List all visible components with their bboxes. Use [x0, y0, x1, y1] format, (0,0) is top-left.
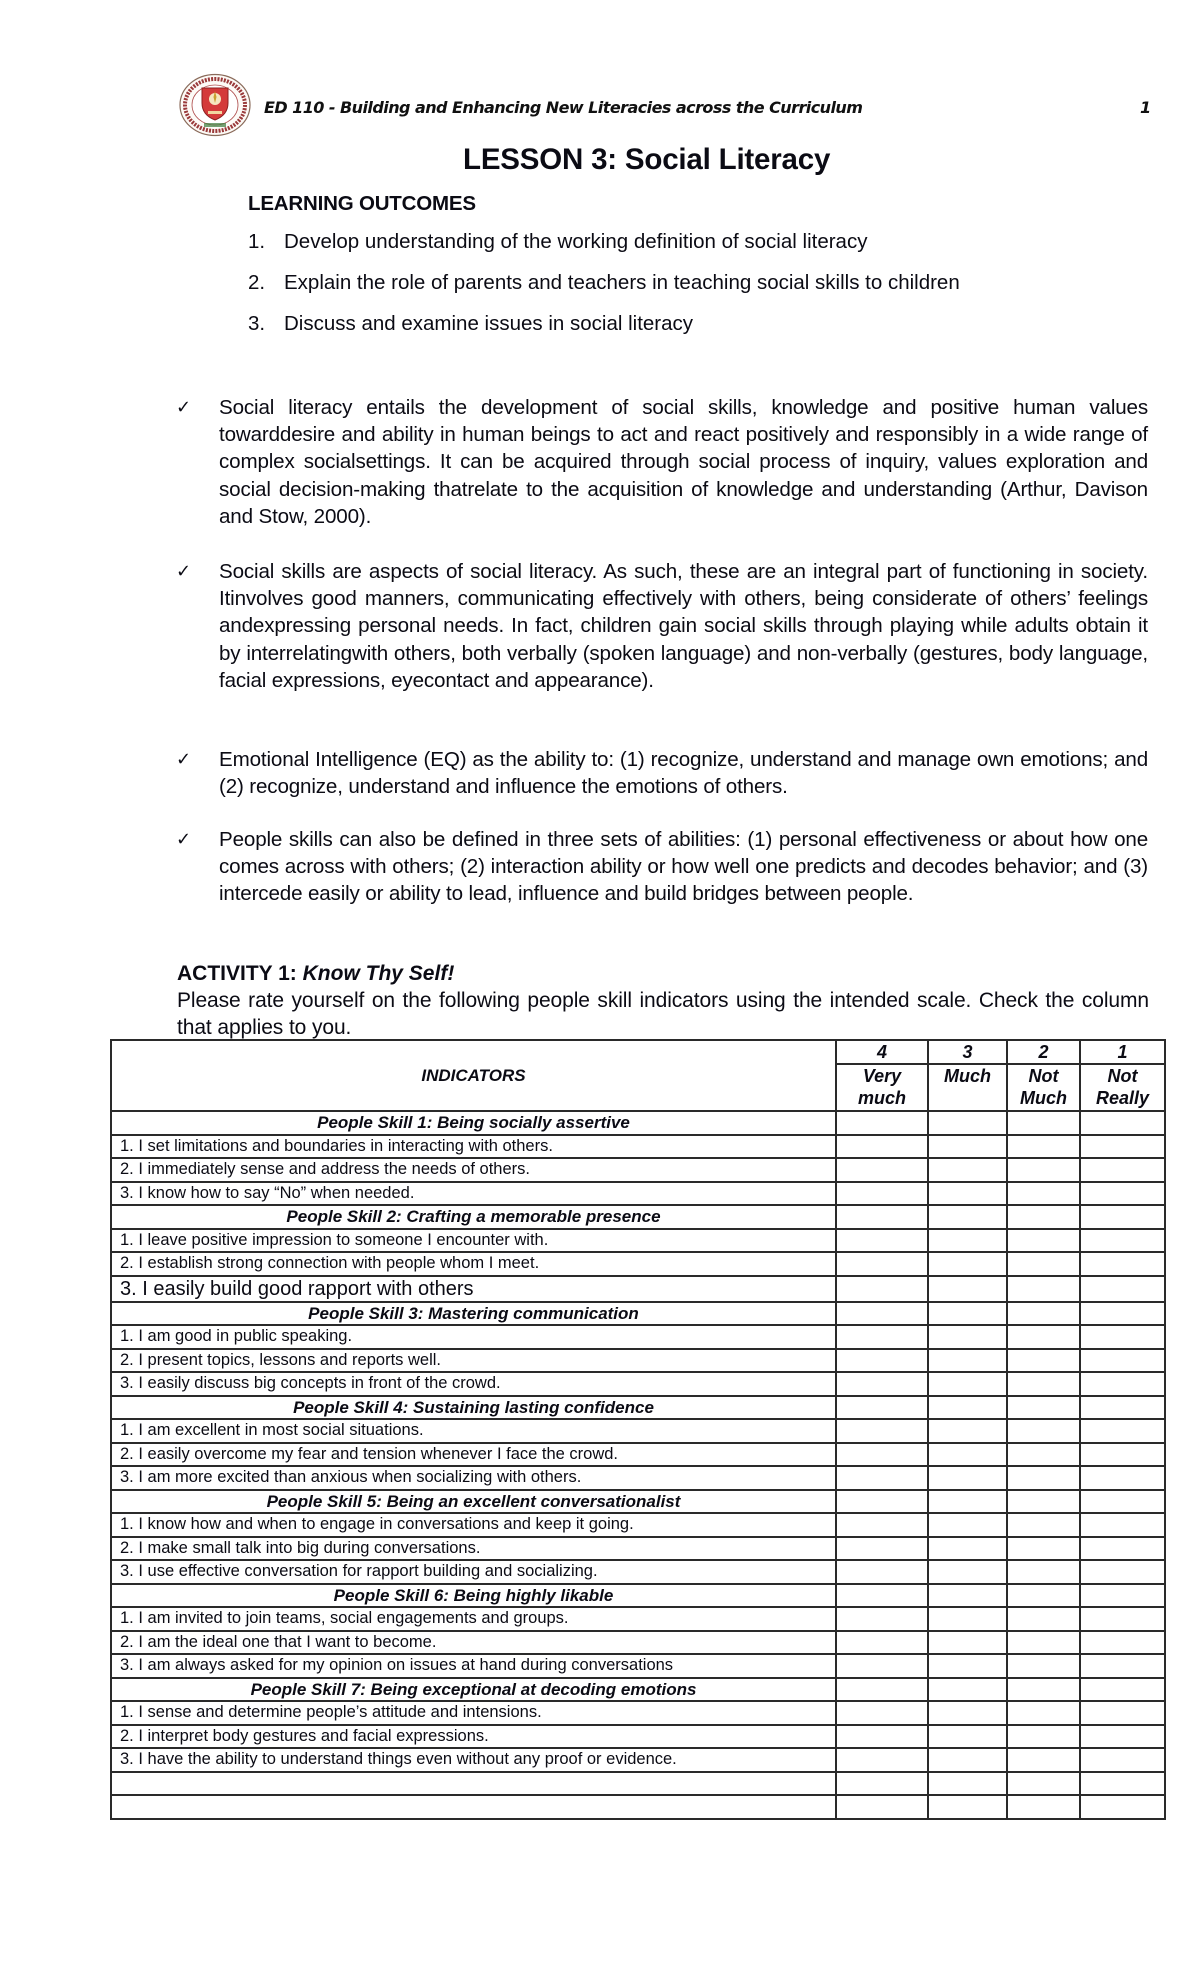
indicator-text: 1. I am good in public speaking. [111, 1325, 836, 1349]
rating-cell [1007, 1302, 1080, 1326]
rating-checkbox-4[interactable] [836, 1252, 928, 1276]
rating-checkbox-1[interactable] [1080, 1607, 1165, 1631]
indicator-text: 2. I interpret body gestures and facial expressions. [111, 1725, 836, 1749]
outcome-number: 2. [248, 271, 266, 294]
rating-checkbox-2[interactable] [1007, 1443, 1080, 1467]
rating-checkbox-4[interactable] [836, 1419, 928, 1443]
rating-checkbox-4[interactable] [836, 1513, 928, 1537]
indicator-text: 2. I make small talk into big during conversations. [111, 1537, 836, 1561]
rating-checkbox-2[interactable] [1007, 1701, 1080, 1725]
activity-title [177, 960, 1149, 987]
rating-checkbox-2[interactable] [1007, 1252, 1080, 1276]
rating-cell [1080, 1490, 1165, 1514]
rating-checkbox-2[interactable] [1007, 1654, 1080, 1678]
seal-icon [178, 73, 252, 137]
rating-cell [928, 1678, 1007, 1702]
rating-cell [928, 1205, 1007, 1229]
indicator-text: 2. I establish strong connection with people whom I meet. [111, 1252, 836, 1276]
rating-cell [928, 1584, 1007, 1608]
rating-checkbox-4[interactable] [836, 1748, 928, 1772]
skill-header-row [111, 1302, 1165, 1326]
checkmark-icon: ✓ [176, 397, 192, 418]
rating-checkbox-3[interactable] [928, 1607, 1007, 1631]
rating-checkbox-3[interactable] [928, 1419, 1007, 1443]
rating-cell [1007, 1772, 1080, 1796]
rating-cell [1080, 1584, 1165, 1608]
outcome-item [248, 271, 960, 312]
rating-checkbox-1[interactable] [1080, 1513, 1165, 1537]
rating-checkbox-3[interactable] [928, 1443, 1007, 1467]
rating-checkbox-2[interactable] [1007, 1466, 1080, 1490]
indicator-row [111, 1654, 1165, 1678]
indicator-text: 3. I know how to say “No” when needed. [111, 1182, 836, 1206]
rating-checkbox-4[interactable] [836, 1443, 928, 1467]
rating-checkbox-1[interactable] [1080, 1158, 1165, 1182]
rating-cell [1007, 1795, 1080, 1819]
rating-checkbox-1[interactable] [1080, 1325, 1165, 1349]
rating-checkbox-3[interactable] [928, 1560, 1007, 1584]
indicator-text: 2. I immediately sense and address the needs of others. [111, 1158, 836, 1182]
skill-header-row [111, 1584, 1165, 1608]
rating-checkbox-2[interactable] [1007, 1537, 1080, 1561]
rating-cell [1007, 1584, 1080, 1608]
rating-cell [836, 1111, 928, 1135]
bullet-emotional-intelligence [176, 746, 1148, 800]
skill-title: People Skill 3: Mastering communication [111, 1302, 836, 1326]
checkmark-icon: ✓ [176, 749, 192, 770]
bullet-social-skills [176, 558, 1148, 694]
rating-checkbox-4[interactable] [836, 1135, 928, 1159]
rating-checkbox-1[interactable] [1080, 1466, 1165, 1490]
rating-checkbox-3[interactable] [928, 1372, 1007, 1396]
rating-checkbox-3[interactable] [928, 1182, 1007, 1206]
skill-title: People Skill 4: Sustaining lasting confidence [111, 1396, 836, 1420]
outcome-number: 3. [248, 312, 266, 335]
rating-checkbox-1[interactable] [1080, 1631, 1165, 1655]
university-logo [178, 73, 252, 137]
rating-checkbox-1[interactable] [1080, 1701, 1165, 1725]
rating-cell [1080, 1396, 1165, 1420]
scale-value-4: 4 [836, 1040, 928, 1064]
rating-cell [1080, 1302, 1165, 1326]
indicator-row [111, 1443, 1165, 1467]
rating-cell [836, 1584, 928, 1608]
rating-checkbox-1[interactable] [1080, 1252, 1165, 1276]
rating-checkbox-3[interactable] [928, 1537, 1007, 1561]
rating-table-body [111, 1111, 1165, 1819]
indicator-row [111, 1631, 1165, 1655]
bullet-text: People skills can also be defined in three sets of abilities: (1) personal effectiveness or about how one comes across with others; (2) interaction ability or how well one predicts and decodes behavior; and (3) intercede easily or ability to lead, influence and build bridges between people. [219, 828, 1148, 906]
rating-checkbox-3[interactable] [928, 1701, 1007, 1725]
scale-value-3: 3 [928, 1040, 1007, 1064]
skill-title: People Skill 5: Being an excellent conversationalist [111, 1490, 836, 1514]
indicator-text: 1. I know how and when to engage in conversations and keep it going. [111, 1513, 836, 1537]
skill-header-row [111, 1205, 1165, 1229]
rating-checkbox-2[interactable] [1007, 1135, 1080, 1159]
rating-checkbox-4[interactable] [836, 1560, 928, 1584]
blank-row [111, 1795, 1165, 1819]
rating-checkbox-1[interactable] [1080, 1560, 1165, 1584]
rating-checkbox-2[interactable] [1007, 1276, 1080, 1302]
rating-checkbox-4[interactable] [836, 1654, 928, 1678]
indicator-row [111, 1158, 1165, 1182]
indicator-row [111, 1276, 1165, 1302]
learning-outcomes-list [248, 230, 960, 353]
indicator-text: 3. I have the ability to understand things even without any proof or evidence. [111, 1748, 836, 1772]
scale-label-much: Much [928, 1064, 1007, 1111]
rating-checkbox-2[interactable] [1007, 1349, 1080, 1373]
indicator-row [111, 1325, 1165, 1349]
rating-cell [1007, 1205, 1080, 1229]
rating-checkbox-3[interactable] [928, 1654, 1007, 1678]
rating-cell [1007, 1678, 1080, 1702]
skill-title: People Skill 2: Crafting a memorable presence [111, 1205, 836, 1229]
rating-checkbox-1[interactable] [1080, 1182, 1165, 1206]
indicator-row [111, 1748, 1165, 1772]
indicator-text: 2. I easily overcome my fear and tension whenever I face the crowd. [111, 1443, 836, 1467]
activity-instructions: Please rate yourself on the following people skill indicators using the intended scale. Check the column that applies to you. [177, 989, 1149, 1039]
rating-cell [928, 1490, 1007, 1514]
rating-checkbox-1[interactable] [1080, 1725, 1165, 1749]
rating-cell [928, 1396, 1007, 1420]
rating-checkbox-4[interactable] [836, 1349, 928, 1373]
rating-checkbox-1[interactable] [1080, 1372, 1165, 1396]
rating-checkbox-4[interactable] [836, 1229, 928, 1253]
rating-cell [928, 1111, 1007, 1135]
skill-header-row [111, 1678, 1165, 1702]
rating-checkbox-2[interactable] [1007, 1229, 1080, 1253]
checkmark-icon: ✓ [176, 561, 192, 582]
rating-cell [928, 1795, 1007, 1819]
rating-cell [836, 1302, 928, 1326]
bullet-text: Social literacy entails the development of social skills, knowledge and positive human values towarddesire and ability in human beings to act and react positively and responsibly in a wide range of complex socialsettings. It can be acquired through social process of inquiry, values exploration and social decision-making thatrelate to the acquisition of knowledge and understanding (Arthur, Davison and Stow, 2000). [219, 396, 1148, 528]
indicator-text: 3. I am always asked for my opinion on issues at hand during conversations [111, 1654, 836, 1678]
rating-checkbox-3[interactable] [928, 1748, 1007, 1772]
rating-checkbox-1[interactable] [1080, 1443, 1165, 1467]
rating-checkbox-1[interactable] [1080, 1349, 1165, 1373]
rating-cell [1080, 1678, 1165, 1702]
rating-checkbox-4[interactable] [836, 1725, 928, 1749]
skill-title: People Skill 7: Being exceptional at decoding emotions [111, 1678, 836, 1702]
indicator-text: 3. I easily discuss big concepts in front of the crowd. [111, 1372, 836, 1396]
page-number: 1 [1140, 98, 1152, 117]
rating-checkbox-2[interactable] [1007, 1182, 1080, 1206]
indicator-row [111, 1560, 1165, 1584]
rating-checkbox-1[interactable] [1080, 1419, 1165, 1443]
rating-checkbox-1[interactable] [1080, 1748, 1165, 1772]
rating-checkbox-3[interactable] [928, 1325, 1007, 1349]
rating-checkbox-1[interactable] [1080, 1654, 1165, 1678]
rating-checkbox-1[interactable] [1080, 1229, 1165, 1253]
indicator-text: 1. I leave positive impression to someone I encounter with. [111, 1229, 836, 1253]
indicator-text: 3. I am more excited than anxious when socializing with others. [111, 1466, 836, 1490]
skill-header-row [111, 1111, 1165, 1135]
outcome-text: Explain the role of parents and teachers in teaching social skills to children [284, 271, 960, 294]
rating-cell [928, 1302, 1007, 1326]
rating-checkbox-1[interactable] [1080, 1537, 1165, 1561]
rating-checkbox-3[interactable] [928, 1135, 1007, 1159]
skill-header-row [111, 1396, 1165, 1420]
rating-cell [836, 1678, 928, 1702]
rating-checkbox-3[interactable] [928, 1276, 1007, 1302]
rating-checkbox-3[interactable] [928, 1631, 1007, 1655]
rating-checkbox-3[interactable] [928, 1349, 1007, 1373]
scale-label-not-much: Not Much [1007, 1064, 1080, 1111]
activity-title-prefix: ACTIVITY 1: [177, 962, 303, 985]
rating-cell [836, 1772, 928, 1796]
rating-cell [1080, 1111, 1165, 1135]
indicator-text: 2. I present topics, lessons and reports well. [111, 1349, 836, 1373]
outcome-text: Develop understanding of the working definition of social literacy [284, 230, 868, 253]
bullet-text: Emotional Intelligence (EQ) as the ability to: (1) recognize, understand and manage own emotions; and (2) recognize, understand and influence the emotions of others. [219, 748, 1148, 799]
indicator-text: 3. I use effective conversation for rapport building and socializing. [111, 1560, 836, 1584]
rating-checkbox-4[interactable] [836, 1466, 928, 1490]
course-title: ED 110 - Building and Enhancing New Literacies across the Curriculum [264, 98, 863, 117]
indicator-text: 1. I am excellent in most social situations. [111, 1419, 836, 1443]
indicator-row [111, 1419, 1165, 1443]
rating-checkbox-2[interactable] [1007, 1372, 1080, 1396]
rating-checkbox-2[interactable] [1007, 1513, 1080, 1537]
outcome-item [248, 312, 960, 353]
blank-cell [111, 1772, 836, 1796]
scale-label-very-much: Very much [836, 1064, 928, 1111]
rating-checkbox-3[interactable] [928, 1466, 1007, 1490]
bullet-text: Social skills are aspects of social literacy. As such, these are an integral part of functioning in society. Itinvolves good manners, communicating effectively with others, being considerate of others’ feelings andexpressing personal needs. In fact, children gain social skills through playing while adults obtain it by interrelatingwith others, both verbally (spoken language) and non-verbally (gestures, body language, facial expressions, eyecontact and appearance). [219, 560, 1148, 692]
indicator-row [111, 1372, 1165, 1396]
indicator-row [111, 1725, 1165, 1749]
rating-checkbox-4[interactable] [836, 1607, 928, 1631]
outcome-item [248, 230, 960, 271]
rating-cell [1007, 1111, 1080, 1135]
blank-row [111, 1772, 1165, 1796]
indicator-row [111, 1135, 1165, 1159]
indicator-row [111, 1349, 1165, 1373]
rating-checkbox-2[interactable] [1007, 1607, 1080, 1631]
rating-checkbox-3[interactable] [928, 1252, 1007, 1276]
blank-cell [111, 1795, 836, 1819]
rating-checkbox-1[interactable] [1080, 1276, 1165, 1302]
scale-label-not-really: Not Really [1080, 1064, 1165, 1111]
indicators-header: INDICATORS [111, 1040, 836, 1111]
rating-cell [1080, 1205, 1165, 1229]
scale-value-1: 1 [1080, 1040, 1165, 1064]
rating-checkbox-4[interactable] [836, 1372, 928, 1396]
indicator-row [111, 1466, 1165, 1490]
rating-checkbox-1[interactable] [1080, 1135, 1165, 1159]
rating-checkbox-4[interactable] [836, 1325, 928, 1349]
rating-checkbox-2[interactable] [1007, 1419, 1080, 1443]
rating-checkbox-4[interactable] [836, 1276, 928, 1302]
outcome-text: Discuss and examine issues in social literacy [284, 312, 694, 335]
rating-checkbox-2[interactable] [1007, 1560, 1080, 1584]
indicator-text: 3. I easily build good rapport with others [111, 1276, 836, 1302]
skill-header-row [111, 1490, 1165, 1514]
rating-checkbox-2[interactable] [1007, 1325, 1080, 1349]
activity-title-name: Know Thy Self! [302, 962, 455, 985]
indicator-row [111, 1607, 1165, 1631]
rating-checkbox-2[interactable] [1007, 1631, 1080, 1655]
rating-table [110, 1039, 1166, 1820]
activity-section [177, 960, 1149, 1041]
bullet-people-skills [176, 826, 1148, 908]
indicator-row [111, 1701, 1165, 1725]
rating-checkbox-4[interactable] [836, 1158, 928, 1182]
rating-cell [1080, 1795, 1165, 1819]
indicator-row [111, 1229, 1165, 1253]
rating-checkbox-2[interactable] [1007, 1158, 1080, 1182]
indicator-text: 2. I am the ideal one that I want to become. [111, 1631, 836, 1655]
skill-title: People Skill 1: Being socially assertive [111, 1111, 836, 1135]
rating-cell [1080, 1772, 1165, 1796]
rating-checkbox-4[interactable] [836, 1701, 928, 1725]
rating-checkbox-3[interactable] [928, 1229, 1007, 1253]
lesson-title: LESSON 3: Social Literacy [463, 143, 831, 176]
skill-title: People Skill 6: Being highly likable [111, 1584, 836, 1608]
rating-checkbox-4[interactable] [836, 1537, 928, 1561]
rating-cell [928, 1772, 1007, 1796]
indicator-row [111, 1252, 1165, 1276]
indicator-row [111, 1182, 1165, 1206]
outcome-number: 1. [248, 230, 266, 253]
indicator-text: 1. I sense and determine people’s attitude and intensions. [111, 1701, 836, 1725]
rating-cell [836, 1205, 928, 1229]
indicator-text: 1. I set limitations and boundaries in interacting with others. [111, 1135, 836, 1159]
rating-cell [836, 1396, 928, 1420]
learning-outcomes-heading: LEARNING OUTCOMES [248, 192, 476, 215]
rating-cell [836, 1490, 928, 1514]
bullet-social-literacy [176, 394, 1148, 530]
scale-value-2: 2 [1007, 1040, 1080, 1064]
rating-cell [836, 1795, 928, 1819]
rating-checkbox-2[interactable] [1007, 1748, 1080, 1772]
rating-checkbox-3[interactable] [928, 1158, 1007, 1182]
checkmark-icon: ✓ [176, 829, 192, 850]
indicator-row [111, 1537, 1165, 1561]
rating-checkbox-4[interactable] [836, 1182, 928, 1206]
rating-cell [1007, 1490, 1080, 1514]
rating-cell [1007, 1396, 1080, 1420]
rating-checkbox-3[interactable] [928, 1513, 1007, 1537]
rating-checkbox-2[interactable] [1007, 1725, 1080, 1749]
rating-checkbox-4[interactable] [836, 1631, 928, 1655]
rating-checkbox-3[interactable] [928, 1725, 1007, 1749]
indicator-row [111, 1513, 1165, 1537]
indicator-text: 1. I am invited to join teams, social engagements and groups. [111, 1607, 836, 1631]
